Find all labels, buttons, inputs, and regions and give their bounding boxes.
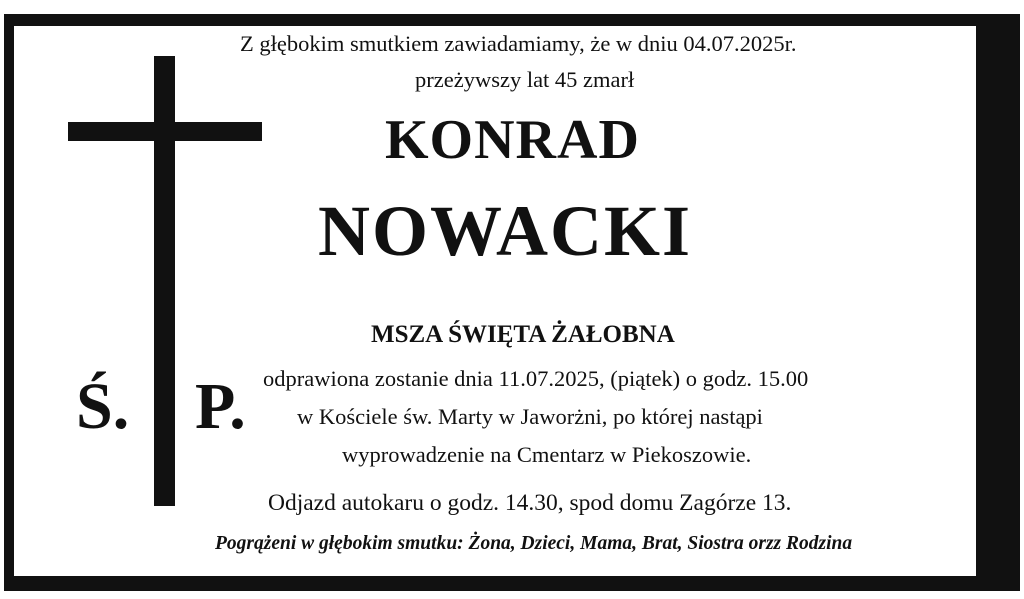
intro-line-2: przeżywszy lat 45 zmarł: [415, 67, 635, 92]
mass-line-1: odprawiona zostanie dnia 11.07.2025, (piątek) o godz. 15.00: [263, 366, 809, 391]
mass-title: MSZA ŚWIĘTA ŻAŁOBNA: [371, 321, 675, 348]
deceased-first-name: KONRAD: [385, 109, 640, 171]
mourners-line: Pogrążeni w głębokim smutku: Żona, Dzieci, Mama, Brat, Siostra orzz Rodzina: [215, 533, 853, 554]
sp-initial-s: Ś.: [76, 370, 130, 443]
deceased-last-name: NOWACKI: [318, 191, 693, 271]
mass-line-3: wyprowadzenie na Cmentarz w Piekoszowie.: [342, 442, 752, 467]
mass-line-2: w Kościele św. Marty w Jaworżni, po której nastąpi: [297, 404, 763, 429]
cross-icon-crossbar: [68, 122, 262, 141]
sp-initial-p: P.: [195, 370, 246, 443]
bus-departure-line: Odjazd autokaru o godz. 14.30, spod domu Zagórze 13.: [268, 490, 792, 516]
intro-line-1: Z głębokim smutkiem zawiadamiamy, że w dniu 04.07.2025r.: [240, 31, 797, 56]
